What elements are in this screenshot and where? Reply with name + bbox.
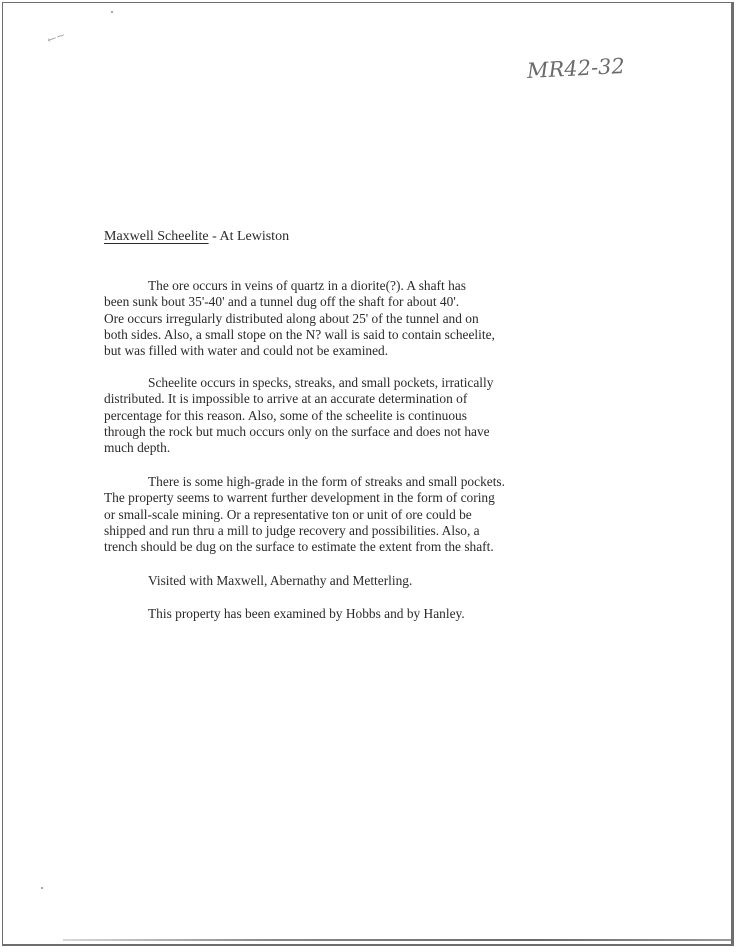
paragraph-line: both sides. Also, a small stope on the N? wall is said to contain scheelite, xyxy=(104,326,495,342)
paragraph-line: distributed. It is impossible to arrive at an accurate determination of xyxy=(104,391,468,407)
paragraph-development-recommendation xyxy=(104,474,664,555)
paragraph-line: Visited with Maxwell, Abernathy and Metterling. xyxy=(148,573,413,588)
paragraph-line: much depth. xyxy=(104,440,171,456)
scan-speck xyxy=(41,887,43,889)
paragraph-line: but was filled with water and could not be examined. xyxy=(104,343,389,359)
paragraph-line: This property has been examined by Hobbs and by Hanley. xyxy=(148,606,465,621)
paragraph-line: percentage for this reason. Also, some of the scheelite is continuous xyxy=(104,407,467,423)
paragraph-line: The ore occurs in veins of quartz in a diorite(?). A shaft has xyxy=(148,278,466,293)
paragraph-line: or small-scale mining. Or a representative ton or unit of ore could be xyxy=(104,506,472,522)
paragraph-line: trench should be dug on the surface to estimate the extent from the shaft. xyxy=(104,539,494,555)
title-name: Maxwell Scheelite xyxy=(104,229,209,244)
paragraph-examiners xyxy=(104,606,664,622)
paragraph-line: Ore occurs irregularly distributed along about 25' of the tunnel and on xyxy=(104,310,479,326)
document-title xyxy=(104,229,289,245)
paragraph-scheelite-distribution xyxy=(104,375,664,456)
title-location: - At Lewiston xyxy=(208,229,290,244)
stray-mark: ←~ xyxy=(45,28,68,47)
paragraph-line: The property seems to warrent further development in the form of coring xyxy=(104,490,495,506)
paragraph-line: There is some high-grade in the form of streaks and small pockets. xyxy=(148,474,505,489)
paragraph-line: shipped and run thru a mill to judge recovery and possibilities. Also, a xyxy=(104,522,480,538)
handwritten-reference-number xyxy=(525,53,655,85)
reference-number-text: MR42-32 xyxy=(526,53,626,84)
paragraph-line: been sunk bout 35'-40' and a tunnel dug off the shaft for about 40'. xyxy=(104,294,460,310)
paragraph-line: through the rock but much occurs only on the surface and does not have xyxy=(104,423,490,439)
paragraph-ore-occurrence xyxy=(104,278,664,359)
document-page xyxy=(2,2,734,946)
scan-speck xyxy=(111,11,113,13)
paragraph-line: Scheelite occurs in specks, streaks, and small pockets, irratically xyxy=(148,375,494,390)
paragraph-visitors xyxy=(104,573,664,589)
scan-edge-shadow xyxy=(63,939,734,941)
